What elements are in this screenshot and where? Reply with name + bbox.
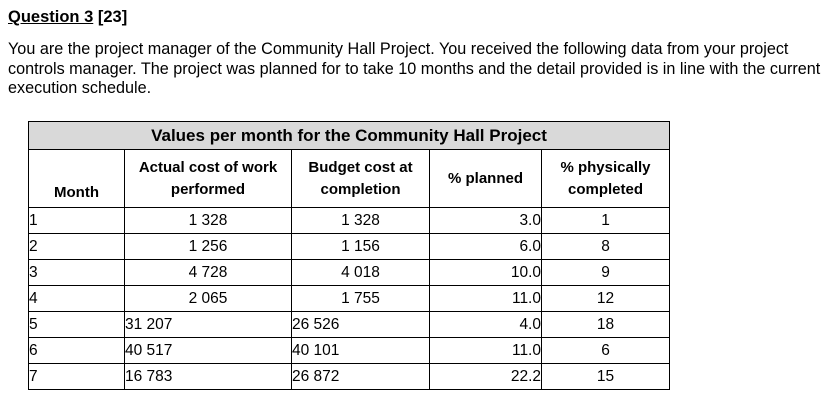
- cell-percent-planned: 11.0: [430, 338, 542, 364]
- cell-percent-planned: 6.0: [430, 234, 542, 260]
- cell-actual-cost: 40 517: [125, 338, 292, 364]
- cell-budget-cost: 4 018: [292, 260, 430, 286]
- table-row: [29, 208, 670, 234]
- table-row: [29, 364, 670, 390]
- cell-actual-cost: 16 783: [125, 364, 292, 390]
- cell-budget-cost: 1 755: [292, 286, 430, 312]
- cell-month: 4: [29, 286, 125, 312]
- cell-actual-cost: 31 207: [125, 312, 292, 338]
- question-heading: [8, 6, 127, 28]
- cell-percent-completed: 8: [542, 234, 670, 260]
- cell-month: 2: [29, 234, 125, 260]
- cell-percent-planned: 11.0: [430, 286, 542, 312]
- table-title: Values per month for the Community Hall Project: [29, 122, 670, 150]
- cell-budget-cost: 26 526: [292, 312, 430, 338]
- cell-percent-planned: 3.0: [430, 208, 542, 234]
- cell-percent-completed: 6: [542, 338, 670, 364]
- cell-percent-completed: 1: [542, 208, 670, 234]
- cell-budget-cost: 1 156: [292, 234, 430, 260]
- header-month: Month: [29, 150, 125, 208]
- table-row: [29, 286, 670, 312]
- header-percent-planned: % planned: [430, 150, 542, 208]
- cell-budget-cost: 1 328: [292, 208, 430, 234]
- cell-percent-completed: 18: [542, 312, 670, 338]
- cell-month: 7: [29, 364, 125, 390]
- table-row: [29, 234, 670, 260]
- cell-percent-planned: 10.0: [430, 260, 542, 286]
- cell-budget-cost: 26 872: [292, 364, 430, 390]
- table-row: [29, 260, 670, 286]
- cell-actual-cost: 1 328: [125, 208, 292, 234]
- cell-month: 5: [29, 312, 125, 338]
- cell-percent-planned: 4.0: [430, 312, 542, 338]
- cell-percent-completed: 9: [542, 260, 670, 286]
- cell-month: 3: [29, 260, 125, 286]
- question-number: Question 3: [8, 8, 94, 26]
- cell-budget-cost: 40 101: [292, 338, 430, 364]
- table-row: [29, 312, 670, 338]
- header-budget-cost: Budget cost at completion: [292, 150, 430, 208]
- cell-actual-cost: 1 256: [125, 234, 292, 260]
- cell-percent-completed: 15: [542, 364, 670, 390]
- header-actual-cost: Actual cost of work performed: [125, 150, 292, 208]
- question-marks: [23]: [97, 8, 128, 26]
- cell-actual-cost: 2 065: [125, 286, 292, 312]
- cell-percent-planned: 22.2: [430, 364, 542, 390]
- cell-actual-cost: 4 728: [125, 260, 292, 286]
- cell-percent-completed: 12: [542, 286, 670, 312]
- cell-month: 1: [29, 208, 125, 234]
- question-intro: You are the project manager of the Community Hall Project. You received the following data from your project controls manager. The project was planned for to take 10 months and the detail provided is in line with the current execution schedule.: [8, 40, 821, 97]
- header-percent-completed: % physically completed: [542, 150, 670, 208]
- table-row: [29, 338, 670, 364]
- community-hall-table: [28, 121, 670, 390]
- cell-month: 6: [29, 338, 125, 364]
